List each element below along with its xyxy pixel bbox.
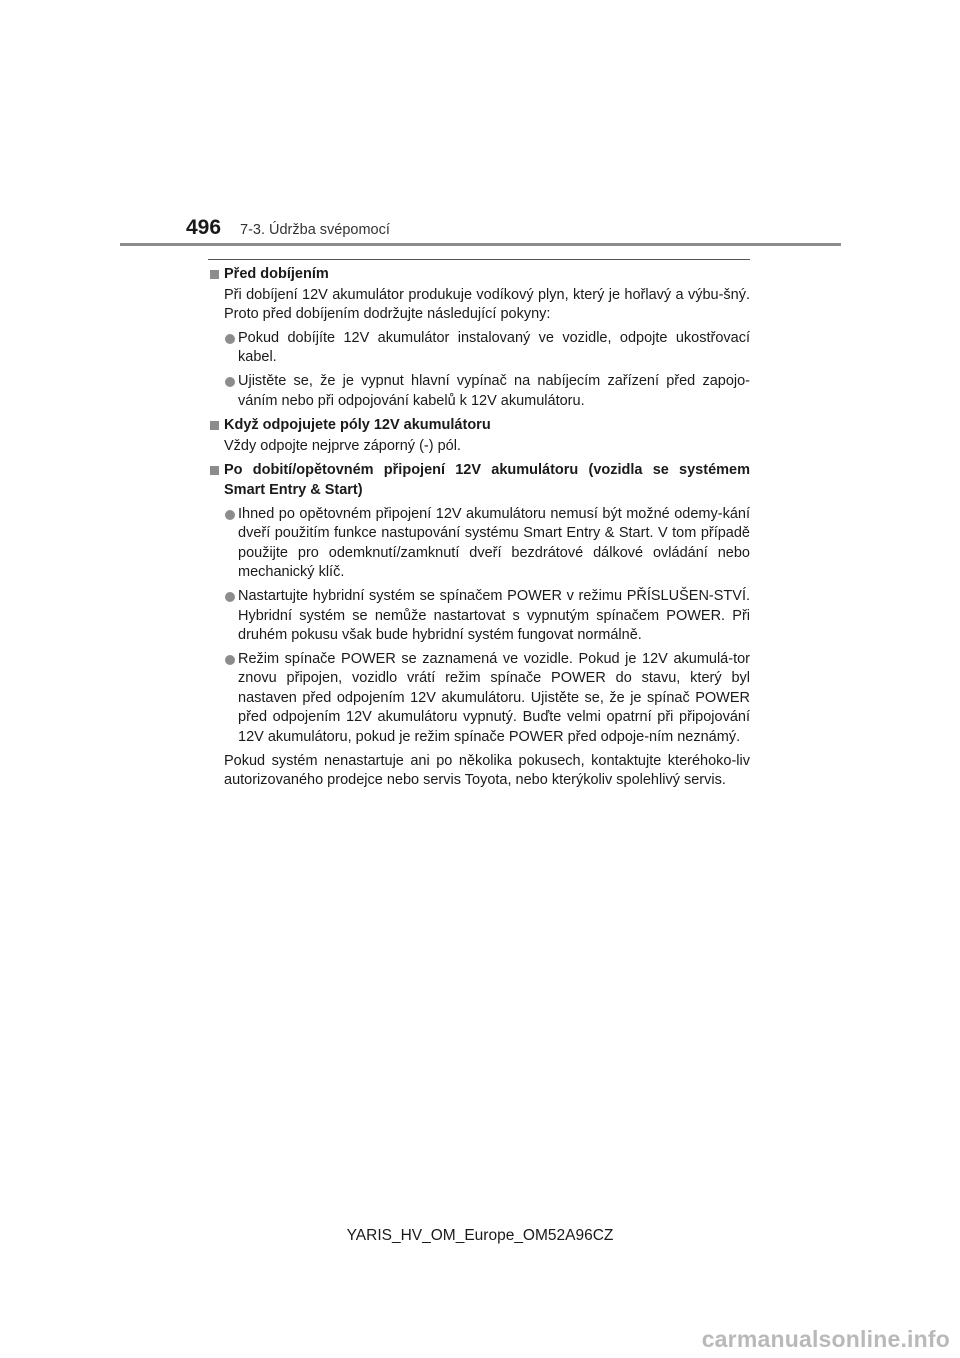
list-item-text: Režim spínače POWER se zaznamená ve vozidle. Pokud je 12V akumulá-tor znovu připojen, vozidlo vrátí režim spínače POWER do stavu, který byl nastaven před odpojením 12V akumulátoru. Ujistěte se, že je spínač POWER před odpojením 12V akumulátoru vypnutý. Buďte velmi opatrní při připojování 12V akumulátoru, pokud je režim spínače POWER před odpoje-ním neznámý. — [238, 650, 750, 746]
content — [208, 265, 750, 791]
section-paragraph: Vždy odpojte nejprve záporný (-) pól. — [224, 437, 461, 454]
list-item — [208, 372, 750, 411]
list-item-text: Pokud dobíjíte 12V akumulátor instalovaný ve vozidle, odpojte ukostřovací kabel. — [238, 329, 750, 366]
closing-paragraph: Pokud systém nenastartuje ani po několika pokusech, kontaktujte kteréhoko-liv autorizovaného prodejce nebo servis Toyota, nebo kterýkoliv spolehlivý servis. — [224, 752, 750, 789]
round-bullet-icon — [225, 377, 235, 387]
square-bullet-icon — [210, 466, 219, 475]
round-bullet-icon — [225, 592, 235, 602]
list-item-text: Ujistěte se, že je vypnut hlavní vypínač na nabíjecím zařízení před zapojo-váním nebo při odpojování kabelů k 12V akumulátoru. — [238, 372, 750, 409]
section-heading-text: Před dobíjením — [224, 266, 329, 282]
round-bullet-icon — [225, 510, 235, 520]
list-item-text: Ihned po opětovném připojení 12V akumulátoru nemusí být možné odemy-kání dveří použitím funkce nastupování systému Smart Entry & Start. V tom případě použijte pro odemknutí/zamknutí dveří bezdrátové dálkové ovládání nebo mechanický klíč. — [238, 505, 750, 581]
footer-document-id: YARIS_HV_OM_Europe_OM52A96CZ — [346, 1227, 614, 1244]
section-heading — [208, 265, 750, 285]
content-rule — [208, 259, 750, 260]
watermark[interactable]: carmanualsonline.info — [701, 1326, 950, 1352]
square-bullet-icon — [210, 421, 219, 430]
section-heading — [208, 461, 750, 500]
round-bullet-icon — [225, 655, 235, 665]
list-item — [208, 505, 750, 583]
header-rule — [120, 243, 841, 246]
round-bullet-icon — [225, 334, 235, 344]
section-heading-text: Po dobití/opětovném připojení 12V akumulátoru (vozidla se systémem Smart Entry & Start) — [224, 462, 750, 498]
list-item-text: Nastartujte hybridní systém se spínačem POWER v režimu PŘÍSLUŠEN-STVÍ. Hybridní systém se nemůže nastartovat s vypnutým spínačem POWER. Při druhém pokusu však bude hybridní systém fungovat normálně. — [238, 587, 750, 644]
section-heading — [208, 416, 750, 436]
section-paragraph: Při dobíjení 12V akumulátor produkuje vodíkový plyn, který je hořlavý a výbu-šný. Proto před dobíjením dodržujte následující pokyny: — [224, 286, 750, 323]
list-item — [208, 587, 750, 646]
section-title: 7-3. Údržba svépomocí — [240, 222, 390, 238]
list-item — [208, 650, 750, 748]
page-number: 496 — [186, 216, 222, 239]
section-heading-text: Když odpojujete póly 12V akumulátoru — [224, 417, 491, 434]
square-bullet-icon — [210, 270, 219, 279]
list-item — [208, 329, 750, 368]
